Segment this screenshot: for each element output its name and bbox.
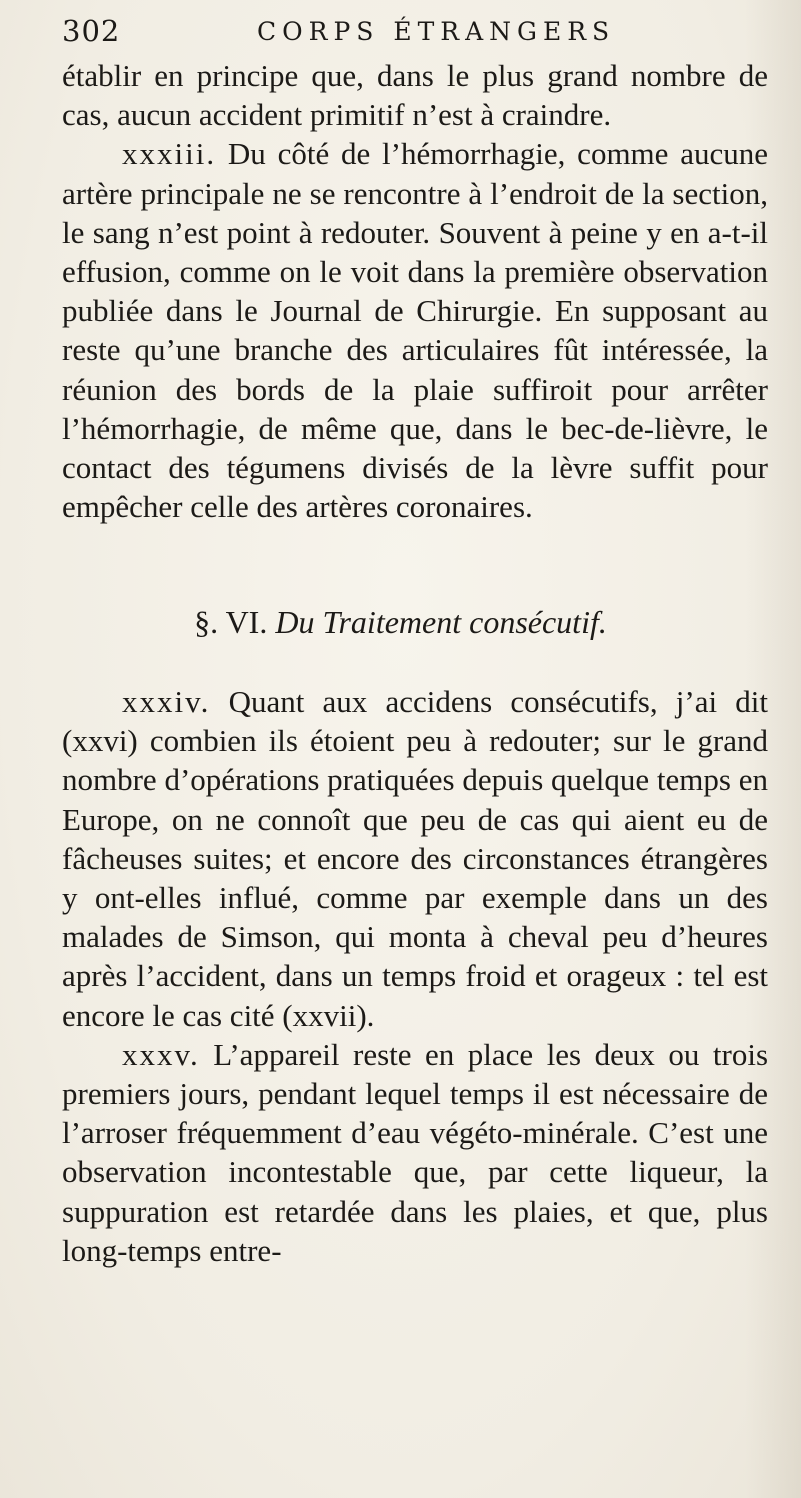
paragraph-number: xxxv.: [122, 1036, 200, 1072]
paragraph-number: xxxiv.: [122, 684, 211, 719]
paragraph-xxxiii: [62, 134, 768, 526]
paragraph-text: Du côté de l’hémorrhagie, comme aucune artère principale ne se rencontre à l’endroit de la section, le sang n’est point à redouter. Souvent à peine y en a-t-il effusion, comme on le voit dans la première observation publiée dans le Journal de Chirurgie. En supposant au reste qu’une branche des articulaires fût intéressée, la réunion des bords de la plaie suffiroit pour arrêter l’hémorrhagie, de même que, dans le bec-de-lièvre, le contact des tégumens divisés de la lèvre suffit pour empêcher celle des artères coronaires.: [62, 136, 768, 525]
paragraph-xxxv: [62, 1035, 768, 1270]
section-title: Du Traitement consécutif.: [275, 604, 607, 640]
page-number: 302: [62, 14, 121, 48]
section-heading: [0, 604, 801, 641]
paragraph-text: établir en principe que, dans le plus grand nombre de cas, aucun accident primitif n’est à craindre.: [62, 58, 768, 133]
paragraph-continuation: [62, 56, 768, 134]
text-block-after-section: [62, 682, 768, 1270]
paragraph-text: Quant aux accidens consécutifs, j’ai dit (xxvi) combien ils étoient peu à redouter; sur le grand nombre d’opérations pratiquées depuis quelque temps en Europe, on ne connoît que peu de cas qui aient eu de fâcheuses suites; et encore des circonstances étrangères y ont-elles influé, comme par exemple dans un des malades de Simson, qui monta à cheval peu d’heures après l’accident, dans un temps froid et orageux : tel est encore le cas cité (xxvii).: [62, 684, 768, 1033]
paragraph-xxxiv: [62, 682, 768, 1035]
paragraph-text: L’appareil reste en place les deux ou trois premiers jours, pendant lequel temps il est nécessaire de l’arroser fréquemment d’eau végéto-minérale. C’est une observation incontestable que, par cette liqueur, la suppuration est retardée dans les plaies, et que, plus long-temps entre-: [62, 1036, 769, 1268]
running-title: CORPS ÉTRANGERS: [257, 17, 616, 46]
paragraph-number: xxxiii.: [122, 136, 217, 172]
text-block-before-section: [62, 56, 768, 526]
section-number: §. VI.: [194, 604, 268, 640]
page-header: [62, 14, 762, 54]
